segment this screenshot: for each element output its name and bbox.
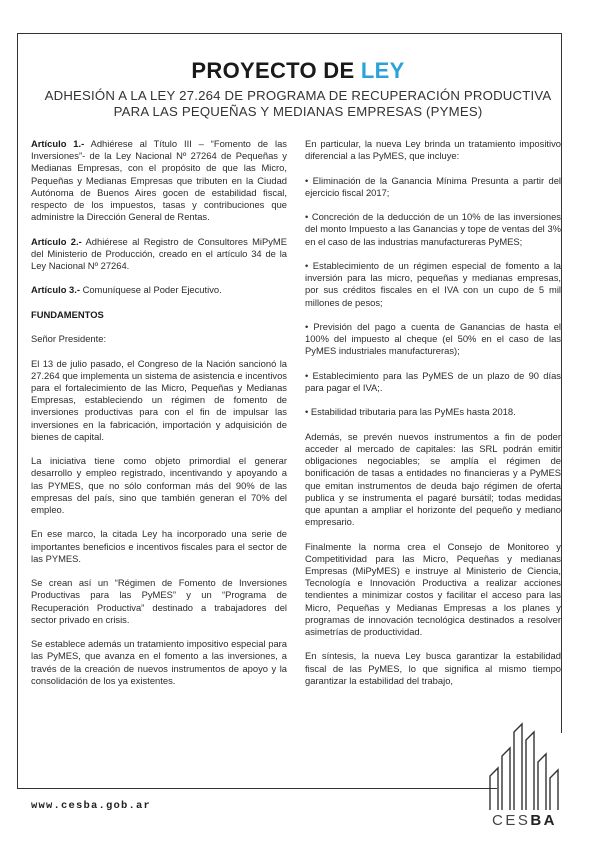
- frame-left-line: [17, 33, 18, 788]
- article-3: [31, 284, 287, 296]
- article-1-text: Adhiérese al Título III – “Fomento de las Inversiones”- de la Ley Nacional Nº 27264 de Pequeñas y Medianas Empresas, con el propósito de que las Micro, Pequeñas y Medianas Empresas que tributen en la Ciudad Autónoma de Buenos Aires gocen de estabilidad fiscal, respecto de los impuestos, tasas y contribuciones que administre la Dirección General de Rentas.: [31, 138, 287, 223]
- frame-top-line: [17, 33, 562, 34]
- cesba-buildings-icon: [488, 718, 563, 818]
- title-main: PROYECTO DE: [191, 58, 355, 83]
- subtitle-line-1: ADHESIÓN A LA LEY 27.264 DE PROGRAMA DE RECUPERACIÓN PRODUCTIVA: [44, 88, 552, 103]
- page-subtitle: [40, 88, 556, 120]
- article-2-label: Artículo 2.-: [31, 235, 82, 247]
- left-paragraph-4: En ese marco, la citada Ley ha incorporado una serie de importantes beneficios e incentivos fiscales para el sector de las PYMES.: [31, 528, 287, 564]
- logo-light-part: CES: [492, 812, 531, 829]
- article-3-label: Artículo 3.-: [31, 284, 80, 296]
- article-2-text: Adhiérese al Registro de Consultores MiPyME del Ministerio de Producción, creado en el artículo 34 de la Ley Nacional Nº 27264.: [31, 235, 287, 272]
- article-1-label: Artículo 1.-: [31, 138, 85, 149]
- bullet-1: • Eliminación de la Ganancia Mínima Presunta a partir del ejercicio fiscal 2017;: [305, 174, 561, 198]
- frame-right-line: [561, 33, 562, 733]
- bullet-6: • Estabilidad tributaria para las PyMEs hasta 2018.: [305, 406, 516, 418]
- bullet-5: • Establecimiento para las PyMES de un plazo de 90 días para pagar el IVA;.: [305, 369, 561, 393]
- article-1: [31, 138, 287, 223]
- right-paragraph-2: Además, se prevén nuevos instrumentos a fin de poder acceder al mercado de capitales: las SRL podrán emitir obligaciones negociables; se amplía el régimen de bonificación de tasas a entidades no financieras y a PyMES que emitan instrumentos de deuda bajo régimen de oferta publica y se instrumenta el pagaré bursátil; todas medidas que apuntan a ampliar el horizonte del pequeño y mediano empresario.: [305, 430, 561, 528]
- right-paragraph-1: En particular, la nueva Ley brinda un tratamiento impositivo diferencial a las PyMES, que incluye:: [305, 138, 561, 162]
- right-paragraph-3: Finalmente la norma crea el Consejo de Monitoreo y Competitividad para las Micro, Pequeñas y medianas Empresas (MiPyMES) e instruye al Ministerio de Ciencia, Tecnología e Innovación Productiva a realizar acciones tendientes a minimizar costos y facilitar el acceso para las Micro, Pequeñas y Medianas Empresas a los planes y programas de innovación tecnológica destinados a resolver asimetrías de productividad.: [305, 540, 561, 637]
- frame-bottom-line: [17, 788, 497, 789]
- cesba-logo-text: [492, 812, 557, 829]
- left-paragraph-5: Se crean así un “Régimen de Fomento de Inversiones Productivas para las PyMES” y un “Programa de Recuperación Productiva” destinado a trabajadores del sector privado en crisis.: [31, 577, 287, 625]
- bullet-4: • Previsión del pago a cuenta de Ganancias de hasta el 100% del impuesto al cheque (el 50% en el caso de las PyMES industriales manufactureras);: [305, 320, 561, 357]
- bullet-2: • Concreción de la deducción de un 10% de las inversiones del monto Impuesto a las Ganancias y tope de ventas del 3% en el caso de las industrias manufactureras PyMES;: [305, 211, 561, 247]
- fundamentos-heading: FUNDAMENTOS: [31, 308, 104, 320]
- article-3-text: Comuníquese al Poder Ejecutivo.: [79, 284, 222, 296]
- bullet-3: • Establecimiento de un régimen especial de fomento a la inversión para las micro, pequeñas y medianas empresas, por sus créditos fiscales en el IVA con un cupo de 5 mil millones de pesos;: [305, 259, 561, 308]
- left-paragraph-1: Señor Presidente:: [31, 333, 107, 345]
- left-paragraph-6: Se establece además un tratamiento impositivo especial para las PyMES, que avanza en el fomento a las inversiones, a través de la creación de nuevos instrumentos de apoyo y la consolidación de los ya existentes.: [31, 638, 287, 686]
- page-title: [0, 58, 596, 84]
- subtitle-line-2: PARA LAS PEQUEÑAS Y MEDIANAS EMPRESAS (PYMES): [113, 104, 483, 119]
- left-paragraph-2: El 13 de julio pasado, el Congreso de la Nación sancionó la 27.264 que implementa un sistema de asistencia e incentivos para el fortalecimiento de las Micro, Pequeñas y Medianas Empresas, estableciendo un régimen de fomento de inversiones productivas para con el fin de impulsar las inversiones en la fabricación, importación y adquisición de bienes de capital.: [31, 357, 287, 442]
- article-2: [31, 236, 287, 273]
- title-accent: LEY: [360, 58, 405, 83]
- website-link[interactable]: www.cesba.gob.ar: [31, 800, 152, 812]
- left-paragraph-3: La iniciativa tiene como objeto primordial el generar desarrollo y empleo registrado, incentivando y apoyando a las PYMES, que no sólo conforman más del 90% de las empresas del país, sino que también generan el 70% del empleo.: [31, 455, 287, 515]
- right-column: [305, 138, 561, 699]
- left-column: [31, 138, 287, 699]
- logo-bold-part: BA: [530, 812, 558, 829]
- right-paragraph-4: En síntesis, la nueva Ley busca garantizar la estabilidad fiscal de las PyMES, lo que significa al mismo tiempo garantizar la estabilidad del trabajo,: [305, 650, 561, 686]
